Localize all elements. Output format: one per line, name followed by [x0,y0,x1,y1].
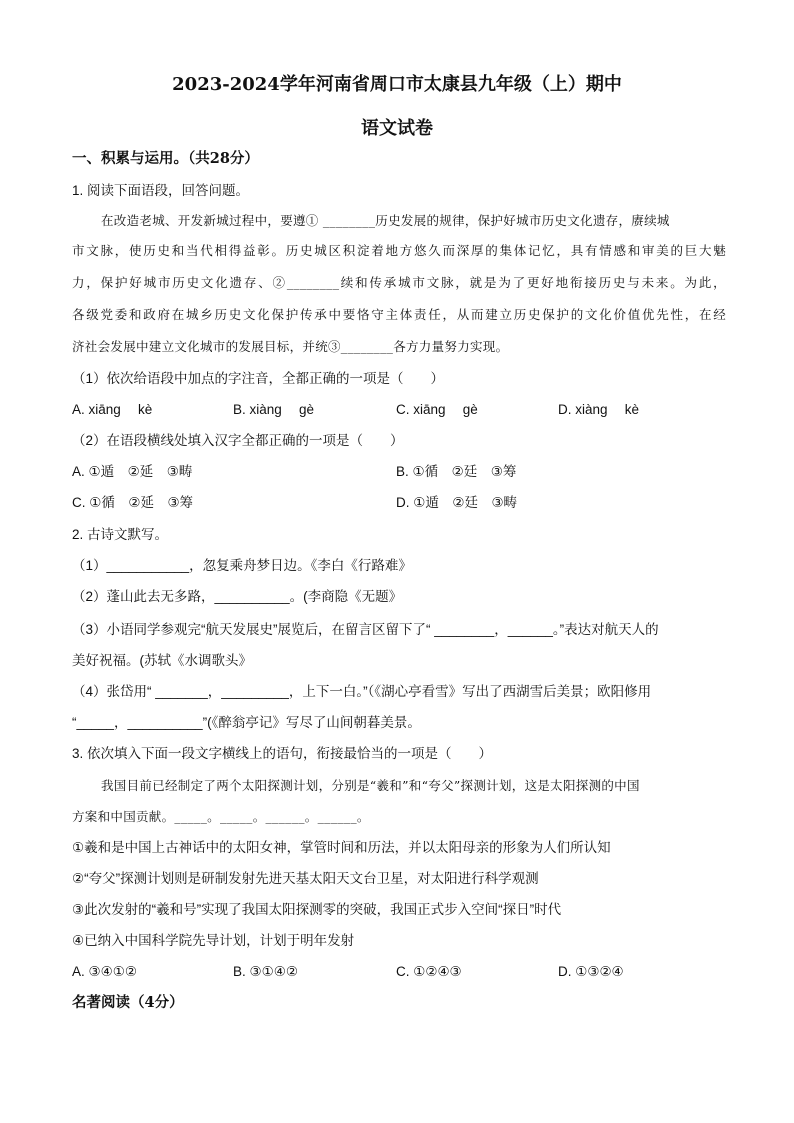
q3-sentence-1: ①羲和是中国上古神话中的太阳女神，掌管时间和历法，并以太阳母亲的形象为人们所认知 [72,840,611,855]
q1-passage-line: 在改造老城、开发新城过程中，要遵① ________历史发展的规律，保护好城市历史文化遗存，赓续城 [101,213,670,228]
exam-title: 2023-2024学年河南省周口市太康县九年级（上）期中 [172,74,622,95]
q3-option-b[interactable]: B. ③①④② [233,964,298,979]
q3-option-d[interactable]: D. ①③②④ [558,964,624,979]
question-2-stem: 2. 古诗文默写。 [72,527,169,542]
question-1-stem: 1. 阅读下面语段，回答问题。 [72,183,250,198]
section-heading-classics-reading: 名著阅读（4分） [72,994,184,1011]
q1-sub2-option-d[interactable]: D. ①遁 ②廷 ③畴 [396,495,518,510]
q3-passage-line: 方案和中国贡献。_____。_____。______。______。 [72,809,370,824]
question-3-stem: 3. 依次填入下面一段文字横线上的语句，衔接最恰当的一项是（ ） [72,746,493,761]
q1-passage-line: 市文脉，使历史和当代相得益彰。历史城区积淀着地方悠久而深厚的集体记忆，具有情感和审美的巨大魅 [72,243,726,258]
q1-sub2-option-b[interactable]: B. ①循 ②廷 ③筹 [396,464,517,479]
q1-passage-line: 济社会发展中建立文化城市的发展目标，并统③________各方力量努力实现。 [72,339,509,354]
q1-sub1-option-d[interactable]: D. xiàng kè [558,402,640,417]
q1-sub1-option-c[interactable]: C. xiāng gè [396,402,478,417]
q1-sub1-option-a[interactable]: A. xiāng kè [72,402,153,417]
q3-sentence-4: ④已纳入中国科学院先导计划，计划于明年发射 [72,933,355,948]
q3-option-c[interactable]: C. ①②④③ [396,964,462,979]
q2-item-1: （1）___________，忽复乘舟梦日边。《李白《行路难》 [72,558,412,573]
q1-sub2-option-a[interactable]: A. ①遁 ②延 ③畴 [72,464,193,479]
q1-subquestion-1: （1）依次给语段中加点的字注音，全都正确的一项是（ ） [72,371,445,386]
q3-option-a[interactable]: A. ③④①② [72,964,137,979]
q2-item-2: （2）蓬山此去无多路，__________。(李商隐《无题》 [72,589,403,604]
q1-passage-line: 各级党委和政府在城乡历史文化保护传承中要恪守主体责任，从而建立历史保护的文化价值优先性，在经 [72,307,726,322]
q3-sentence-2: ②“夸父”探测计划则是研制发射先进天基太阳天文台卫星，对太阳进行科学观测 [72,871,539,886]
exam-subtitle: 语文试卷 [361,118,433,139]
q3-sentence-3: ③此次发射的“羲和号”实现了我国太阳探测零的突破，我国正式步入空间“探日”时代 [72,902,562,917]
q2-item-3-continued: 美好祝福。(苏轼《水调歌头》 [72,653,252,668]
q2-item-3: （3）小语同学参观完“航天发展史”展览后，在留言区留下了“ ________，______。”表达对航天人的 [72,622,659,637]
q1-sub2-option-c[interactable]: C. ①循 ②延 ③筹 [72,495,194,510]
section-heading-accumulation: 一、积累与运用。（共28分） [72,150,259,167]
q1-sub1-option-b[interactable]: B. xiàng gè [233,402,315,417]
q1-subquestion-2: （2）在语段横线处填入汉字全都正确的一项是（ ） [72,433,404,448]
q2-item-4-continued: “_____，__________”(《醉翁亭记》写尽了山间朝暮美景。 [72,715,421,730]
q1-passage-line: 力，保护好城市历史文化遗存、②________续和传承城市文脉，就是为了更好地衔接历史与未来。为此， [72,275,726,290]
q3-passage-line: 我国目前已经制定了两个太阳探测计划，分别是“羲和”和“夸父”探测计划，这是太阳探测的中国 [101,778,640,793]
q2-item-4: （4）张岱用“ _______，_________，上下一白。”（《湖心亭看雪》写出了西湖雪后美景；欧阳修用 [72,684,652,699]
